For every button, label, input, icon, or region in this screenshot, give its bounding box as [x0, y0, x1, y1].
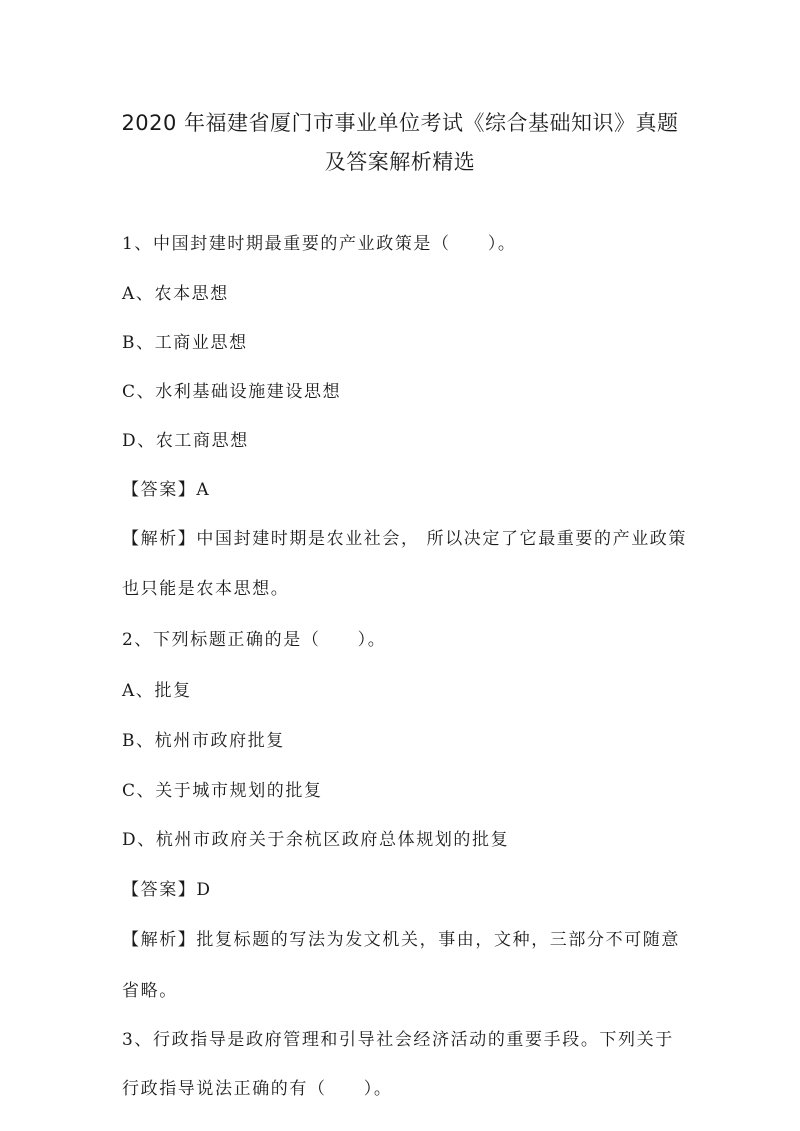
q2-analysis-line-1: 【解析】批复标题的写法为发文机关，事由，文种，三部分不可随意 — [122, 930, 680, 950]
q1-option-b: B、工商业思想 — [122, 333, 248, 353]
q1-option-a: A、农本思想 — [122, 284, 229, 304]
q1-stem: 1、中国封建时期最重要的产业政策是（ ）。 — [122, 234, 517, 254]
q3-stem-line-2: 行政指导说法正确的有（ ）。 — [122, 1079, 393, 1099]
q1-option-d: D、农工商思想 — [122, 431, 249, 451]
q2-stem: 2、下列标题正确的是（ ）。 — [122, 630, 387, 650]
q2-answer: 【答案】D — [122, 880, 212, 900]
page-title-line-1: 2020 年福建省厦门市事业单位考试《综合基础知识》真题 — [121, 111, 679, 135]
q1-option-c: C、水利基础设施建设思想 — [122, 382, 342, 402]
q3-stem-line-1: 3、行政指导是政府管理和引导社会经济活动的重要手段。下列关于 — [122, 1030, 674, 1050]
q2-analysis-line-2: 省略。 — [122, 981, 178, 1001]
q2-option-c: C、关于城市规划的批复 — [122, 781, 323, 801]
q1-answer: 【答案】A — [122, 480, 211, 500]
q1-analysis-line-2: 也只能是农本思想。 — [122, 579, 290, 599]
q2-option-d: D、杭州市政府关于余杭区政府总体规划的批复 — [122, 830, 510, 850]
q2-option-a: A、批复 — [122, 681, 192, 701]
q1-analysis-line-1: 【解析】中国封建时期是农业社会， 所以决定了它最重要的产业政策 — [122, 529, 688, 549]
page-title-line-2: 及答案解析精选 — [324, 150, 476, 174]
q2-option-b: B、杭州市政府批复 — [122, 731, 285, 751]
